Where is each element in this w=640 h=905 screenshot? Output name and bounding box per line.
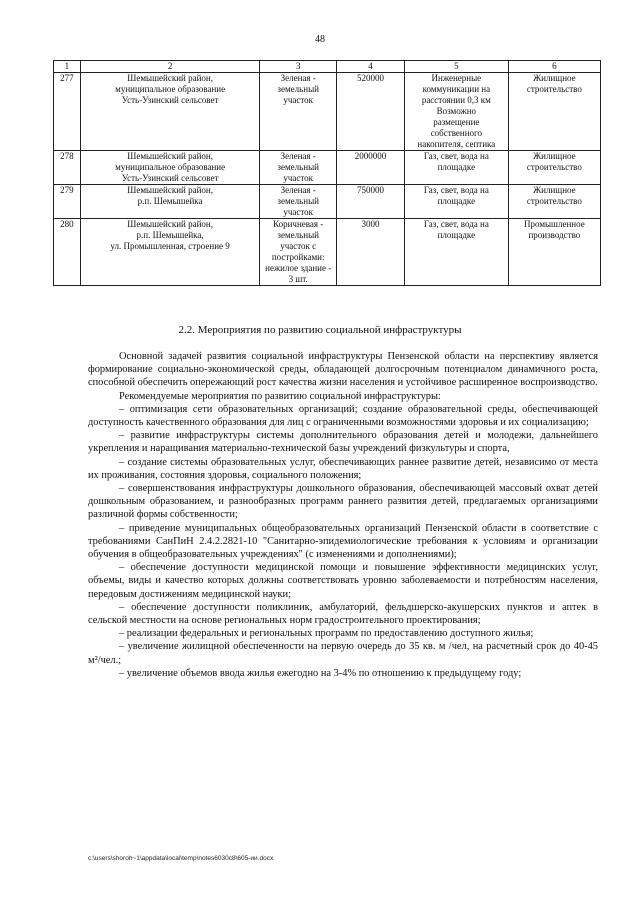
area-cell: 3000 <box>336 219 404 286</box>
category-cell <box>260 73 336 151</box>
cell-line: муниципальное образование <box>115 162 226 172</box>
row-number-cell: 278 <box>54 151 81 185</box>
location-cell <box>80 151 260 185</box>
cell-line: Газ, свет, вода на <box>423 219 489 229</box>
cell-line: строительство <box>526 162 582 172</box>
header-cell: 1 <box>54 61 81 73</box>
cell-line: р.п. Шемышейка, <box>136 230 204 240</box>
table-header-row <box>54 61 601 73</box>
paragraph: – оптимизация сети образовательных организаций; создание образовательной среды, обеспечивающей доступность качественного образования для лиц с ограниченными возможностями здоровья и их социализацию; <box>88 403 598 429</box>
area-cell: 520000 <box>336 73 404 151</box>
paragraph: – увеличение жилищной обеспеченности на первую очередь до 35 кв. м /чел, на расчетный срок до 40-45 м²/чел.; <box>88 641 598 666</box>
header-cell: 2 <box>80 61 260 73</box>
cell-line: участок <box>283 207 314 217</box>
header-cell: 3 <box>260 61 336 73</box>
footer-file-path: c:\users\shoroh~1\appdata\local\temp\notes6030c8\605-ии.docx <box>88 855 274 862</box>
location-cell <box>80 73 260 151</box>
section-title: 2.2. Мероприятия по развитию социальной инфраструктуры <box>178 324 462 336</box>
cell-line: площадке <box>437 196 476 206</box>
cell-line: участок <box>283 173 314 183</box>
use-cell <box>508 185 600 219</box>
paragraph: – обеспечение доступности медицинской помощи и повышение эффективности медицинских услуг, объемы, виды и качество которых должны соответствовать уровню заболеваемости и потребностям населения, передовым достижениям медицинской науки; <box>88 562 598 600</box>
cell-line: земельный <box>277 196 319 206</box>
cell-line: Газ, свет, вода на <box>423 185 489 195</box>
category-cell <box>260 151 336 185</box>
category-cell <box>260 185 336 219</box>
cell-line: Усть-Узинский сельсовет <box>121 173 219 183</box>
cell-line: Зеленая - <box>280 151 316 161</box>
communications-cell <box>404 219 508 286</box>
location-cell <box>80 185 260 219</box>
cell-line: площадке <box>437 162 476 172</box>
paragraph: – развитие инфраструктуры системы дополнительного образования детей и молодежи, дальнейшего укрепления и наращивания материально-технической базы учреждений физкультуры и спорта, <box>88 430 598 455</box>
cell-line: земельный <box>277 162 319 172</box>
cell-line: Промышленное <box>523 219 585 229</box>
cell-line: Зеленая - <box>280 73 316 83</box>
cell-line: собственного <box>430 128 482 138</box>
cell-line: Шемышейский район, <box>127 73 213 83</box>
cell-line: Усть-Узинский сельсовет <box>121 95 219 105</box>
cell-line: муниципальное образование <box>115 84 226 94</box>
cell-line: Газ, свет, вода на <box>423 151 489 161</box>
land-plots-table <box>53 60 601 286</box>
cell-line: размещение <box>433 117 480 127</box>
location-cell <box>80 219 260 286</box>
cell-line: ул. Промышленная, строение 9 <box>110 241 230 251</box>
cell-line: Шемышейский район, <box>127 219 213 229</box>
row-number-cell: 280 <box>54 219 81 286</box>
table-row <box>54 185 601 219</box>
category-cell <box>260 219 336 286</box>
paragraph: Рекомендуемые мероприятия по развитию социальной инфраструктуры: <box>119 390 441 402</box>
cell-line: коммуникации на <box>422 84 491 94</box>
cell-line: накопителя, септика <box>417 139 496 149</box>
cell-line: постройками: <box>271 252 325 262</box>
cell-line: участок с <box>280 241 317 251</box>
cell-line: Зеленая - <box>280 185 316 195</box>
use-cell <box>508 151 600 185</box>
cell-line: 3 шт. <box>288 274 308 284</box>
paragraph: Основной задачей развития социальной инфраструктуры Пензенской области на перспективу является формирование социально-экономической среды, обладающей долгосрочным потенциалом динамичного роста, способной обеспечить опережающий рост качества жизни населения и устойчивое расширенное воспроизводство. <box>88 351 598 389</box>
table-row <box>54 219 601 286</box>
page-number: 48 <box>315 34 325 45</box>
cell-line: Инженерные <box>431 73 482 83</box>
row-number-cell: 277 <box>54 73 81 151</box>
cell-line: Шемышейский район, <box>127 185 213 195</box>
paragraph: – реализации федеральных и региональных программ по предоставлению доступного жилья; <box>119 628 534 640</box>
cell-line: участок <box>283 95 314 105</box>
area-cell: 2000000 <box>336 151 404 185</box>
cell-line: Жилищное <box>533 73 576 83</box>
communications-cell <box>404 185 508 219</box>
communications-cell <box>404 151 508 185</box>
cell-line: земельный <box>277 84 319 94</box>
use-cell <box>508 73 600 151</box>
cell-line: строительство <box>526 196 582 206</box>
cell-line: Жилищное <box>533 151 576 161</box>
cell-line: р.п. Шемышейка <box>137 196 203 206</box>
use-cell <box>508 219 600 286</box>
paragraph: – увеличение объемов ввода жилья ежегодно на 3-4% по отношению к предыдущему году; <box>119 667 522 679</box>
cell-line: нежилое здание - <box>265 263 332 273</box>
paragraph: – приведение муниципальных общеобразовательных организаций Пензенской области в соответствие с требованиями СанПиН 2.4.2.2821-10 "Санитарно-эпидемиологические требования к условиям и организации обучения в общеобразовательных учреждениях" (с изменениями и дополнениями); <box>88 522 598 561</box>
header-cell: 4 <box>336 61 404 73</box>
cell-line: производство <box>528 230 581 240</box>
communications-cell <box>404 73 508 151</box>
cell-line: площадке <box>437 230 476 240</box>
table-row <box>54 73 601 151</box>
table-row <box>54 151 601 185</box>
paragraph: – создание системы образовательных услуг, обеспечивающих раннее развитие детей, независимо от места их проживания, состояния здоровья, социального положения; <box>88 456 598 481</box>
paragraph: – обеспечение доступности поликлиник, амбулаторий, фельдшерско-акушерских пунктов и аптек в сельской местности на основе региональных норм градостроительного проектирования; <box>88 601 598 627</box>
header-cell: 5 <box>404 61 508 73</box>
cell-line: Возможно <box>436 106 477 116</box>
cell-line: земельный <box>277 230 319 240</box>
body-text <box>88 350 598 680</box>
row-number-cell: 279 <box>54 185 81 219</box>
area-cell: 750000 <box>336 185 404 219</box>
cell-line: Коричневая - <box>273 219 324 229</box>
header-cell: 6 <box>508 61 600 73</box>
cell-line: строительство <box>526 84 582 94</box>
cell-line: Шемышейский район, <box>127 151 213 161</box>
paragraph: – совершенствования инфраструктуры дошкольного образования, обеспечивающей массовый охват детей дошкольным образованием, и разнообразных программ раннего развития детей, предлагаемых организациями различной формы собственности; <box>88 483 598 521</box>
cell-line: Жилищное <box>533 185 576 195</box>
cell-line: расстоянии 0,3 км <box>421 95 491 105</box>
